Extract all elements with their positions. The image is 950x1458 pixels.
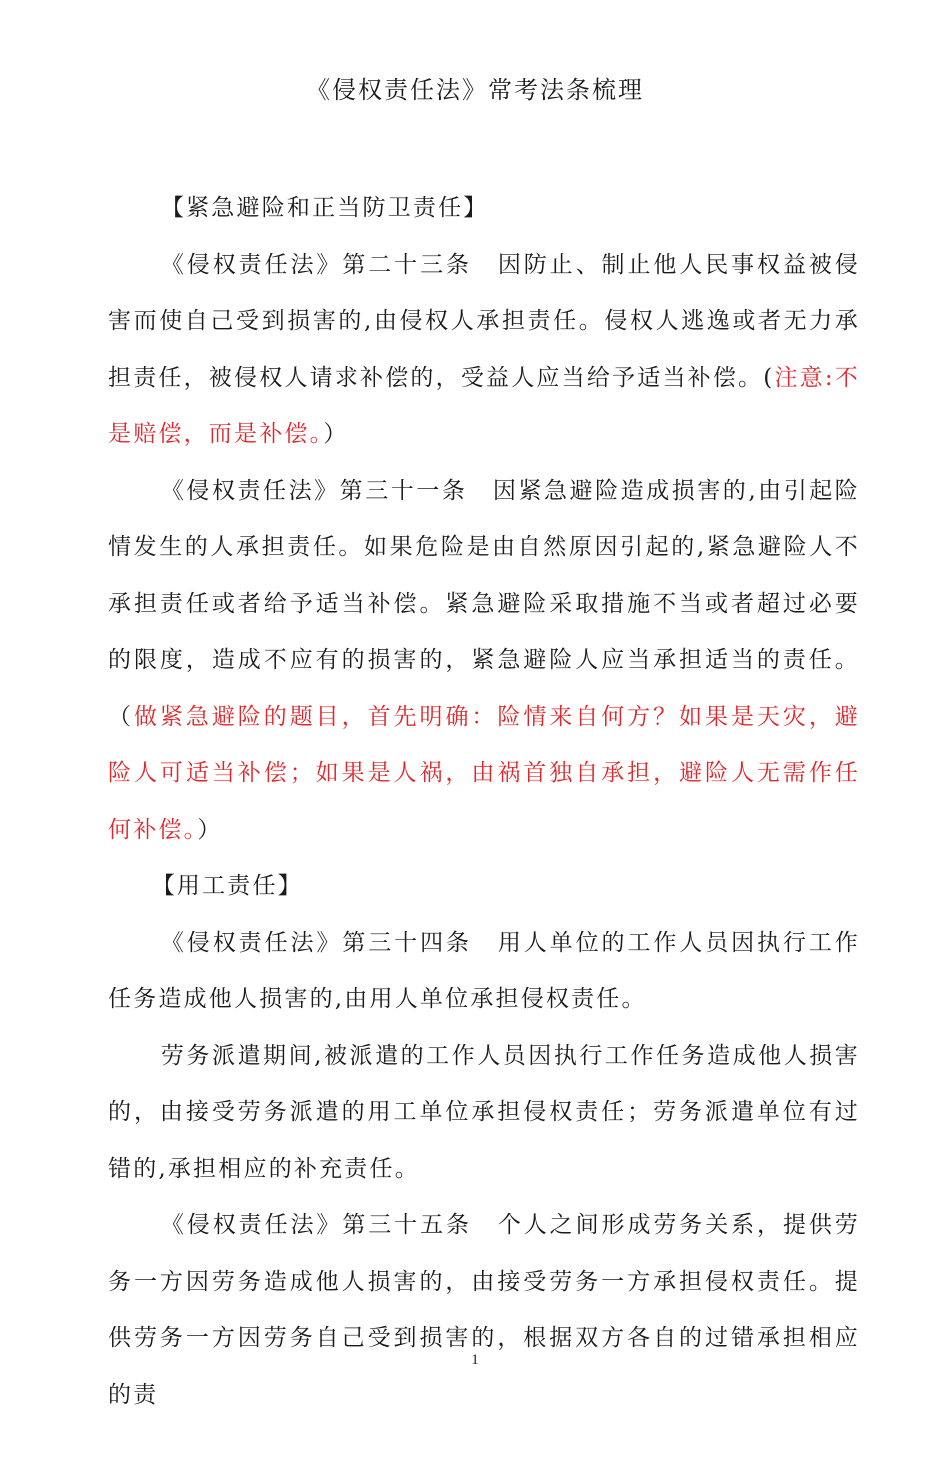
annotation-note: 注意:不是赔偿，而是补偿。 <box>108 364 860 447</box>
paragraph-article-35 <box>108 1197 860 1423</box>
paragraph-text: 《侵权责任法》第三十五条 个人之间形成劳务关系，提供劳务一方因劳务造成他人损害的，由接受劳务一方承担侵权责任。提供劳务一方因劳务自己受到损害的，根据双方各自的过错承担相应的责 <box>108 1212 860 1408</box>
document-body <box>108 180 860 1423</box>
paragraph-text: 劳务派遣期间,被派遣的工作人员因执行工作任务造成他人损害的，由接受劳务派遣的用工单位承担侵权责任；劳务派遣单位有过错的,承担相应的补充责任。 <box>108 1042 860 1182</box>
paragraph-article-23 <box>108 237 860 463</box>
section-heading-emergency: 【紧急避险和正当防卫责任】 <box>160 195 489 221</box>
paragraph-text: 《侵权责任法》第三十四条 用人单位的工作人员因执行工作任务造成他人损害的,由用人单位承担侵权责任。 <box>108 929 860 1012</box>
annotation-note: 做紧急避险的题目，首先明确：险情来自何方？如果是天灾，避险人可适当补偿；如果是人祸，由祸首独自承担，避险人无需作任何补偿。 <box>108 703 860 843</box>
paragraph-text: 《侵权责任法》第二十三条 因防止、制止他人民事权益被侵害而使自己受到损害的,由侵权人承担责任。侵权人逃逸或者无力承担责任，被侵权人请求补偿的，受益人应当给予适当补偿。( <box>108 251 860 391</box>
document-title: 《侵权责任法》常考法条梳理 <box>306 76 644 104</box>
section-heading-employment: 【用工责任】 <box>151 873 303 899</box>
paragraph-text: 《侵权责任法》第三十一条 因紧急避险造成损害的,由引起险情发生的人承担责任。如果危险是由自然原因引起的,紧急避险人不承担责任或者给予适当补偿。紧急避险采取措施不当或者超过必要的限度，造成不应有的损害的，紧急避险人应当承担适当的责任。（ <box>108 477 860 730</box>
paragraph-article-34 <box>108 915 860 1028</box>
paragraph-tail: ） <box>197 816 223 843</box>
paragraph-article-31 <box>108 463 860 859</box>
page-number: 1 <box>471 1352 479 1368</box>
paragraph-tail: ） <box>323 421 349 447</box>
paragraph-labor-dispatch <box>108 1028 860 1198</box>
